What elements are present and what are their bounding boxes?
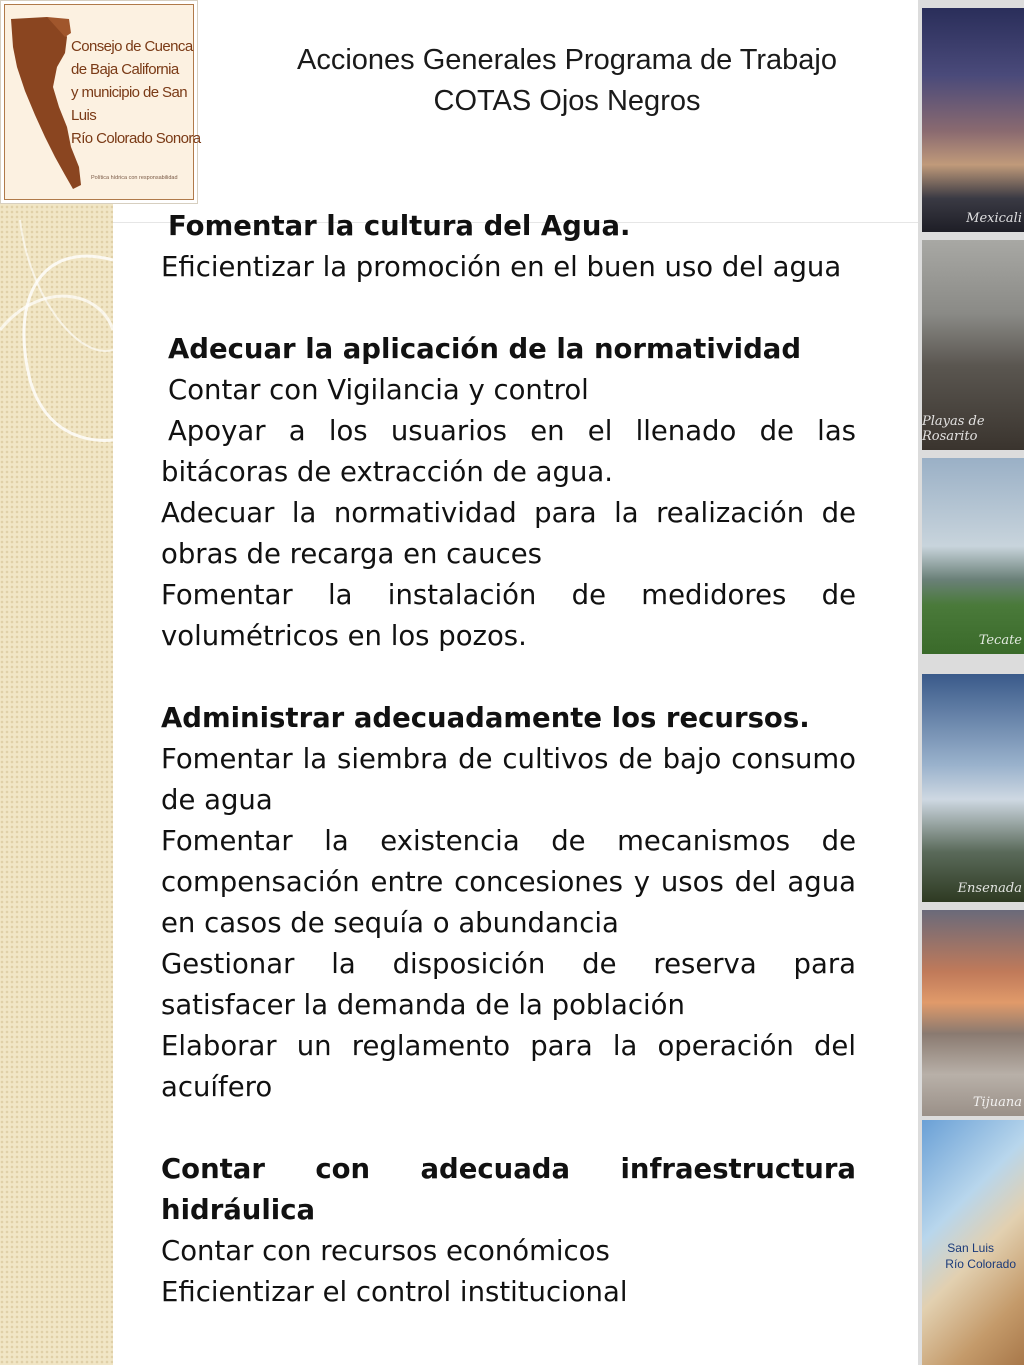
photo-caption: Tecate (978, 633, 1022, 648)
action-list (161, 206, 856, 1313)
photo-caption: San Luis (947, 1241, 994, 1255)
action-item: Apoyar a los usuarios en el llenado de las bitácoras de extracción de agua. (161, 415, 856, 488)
action-item: Adecuar la normatividad para la realización de obras de recarga en cauces (161, 497, 856, 570)
photo-caption: Playas de Rosarito (922, 414, 985, 444)
logo-line: de Baja California (71, 61, 179, 78)
action-item: Fomentar la instalación de medidores de volumétricos en los pozos. (161, 579, 856, 652)
action-item: Contar con Vigilancia y control (168, 374, 589, 406)
action-item: Gestionar la disposición de reserva para satisfacer la demanda de la población (161, 948, 856, 1021)
action-item: Fomentar la existencia de mecanismos de compensación entre concesiones y usos del agua en casos de sequía o abundancia (161, 825, 856, 939)
title-line-2: COTAS Ojos Negros (433, 85, 701, 117)
action-item: Eficientizar el control institucional (161, 1276, 628, 1308)
action-item: Contar con recursos económicos (161, 1235, 610, 1267)
logo-line: y municipio de San Luis (71, 84, 187, 124)
photo-caption: Río Colorado (945, 1257, 1016, 1271)
page-title (222, 40, 912, 122)
section-heading: Contar con adecuada infraestructura hidráulica (161, 1153, 856, 1226)
action-item: Fomentar la siembra de cultivos de bajo consumo de agua (161, 743, 856, 816)
dunes-photo (922, 1120, 1024, 1365)
spacer (161, 1108, 856, 1149)
spacer (161, 288, 856, 329)
action-item: Eficientizar la promoción en el buen uso del agua (161, 251, 842, 283)
city-night-photo (922, 8, 1024, 232)
spacer (161, 657, 856, 698)
photo-strip (918, 0, 1024, 1365)
logo-tagline: Política hídrica con responsabilidad (91, 175, 178, 181)
decorative-left-strip (0, 0, 113, 1365)
sunset-photo (922, 910, 1024, 1116)
logo-text (71, 35, 201, 150)
logo (0, 0, 201, 204)
photo-caption: Mexicali (966, 211, 1022, 226)
photo-caption: Tijuana (972, 1095, 1022, 1110)
valley-photo (922, 458, 1024, 654)
logo-line: Río Colorado Sonora (71, 130, 201, 147)
action-item: Elaborar un reglamento para la operación del acuífero (161, 1030, 856, 1103)
logo-line: Consejo de Cuenca (71, 38, 193, 55)
sky-photo (922, 674, 1024, 902)
photo-caption: Ensenada (957, 881, 1022, 896)
title-line-1: Acciones Generales Programa de Trabajo (296, 44, 837, 76)
beach-photo (922, 240, 1024, 450)
swirl-decoration (0, 0, 113, 1365)
section-heading: Adecuar la aplicación de la normatividad (168, 333, 802, 365)
logo-frame (4, 4, 201, 200)
section-heading: Administrar adecuadamente los recursos. (161, 702, 810, 734)
section-heading: Fomentar la cultura del Agua. (168, 210, 631, 242)
